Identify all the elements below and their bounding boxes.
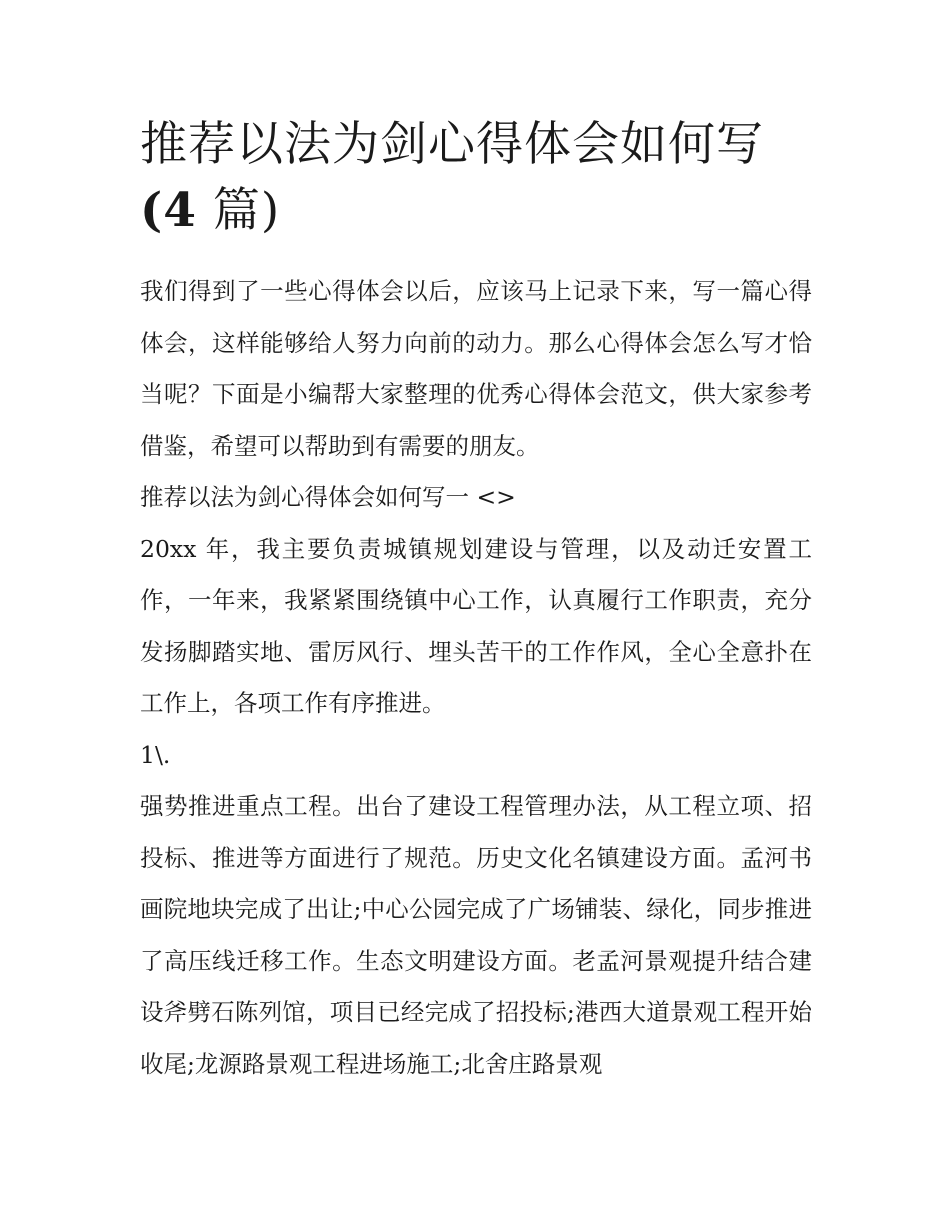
list-number-1: 1\. [140,740,171,769]
section-heading-1: 推荐以法为剑心得体会如何写一 <> [140,483,516,511]
key-projects-paragraph: 强势推进重点工程。出台了建设工程管理办法，从工程立项、招投标、推进等方面进行了规范。历史文化名镇建设方面。孟河书画院地块完成了出让;中心公园完成了广场铺装、绿化，同步推进了高压线迁移工作。生态文明建设方面。老孟河景观提升结合建设斧劈石陈列馆，项目已经完成了招投标;港西大道景观工程开始收尾;龙源路景观工程进场施工;北舍庄路景观 [140,792,812,1078]
document-body [140,266,812,1090]
document-title [140,112,812,244]
title-open-paren: ( [140,183,164,238]
title-line-2-rest: 篇) [196,183,281,238]
title-count: 4 [163,183,197,238]
intro-paragraph: 我们得到了一些心得体会以后，应该马上记录下来，写一篇心得体会，这样能够给人努力向前的动力。那么心得体会怎么写才恰当呢？下面是小编帮大家整理的优秀心得体会范文，供大家参考借鉴，希望可以帮助到有需要的朋友。 [140,277,812,460]
title-line-1: 推荐以法为剑心得体会如何写 [140,117,764,172]
work-summary-paragraph: 20xx 年，我主要负责城镇规划建设与管理，以及动迁安置工作，一年来，我紧紧围绕镇中心工作，认真履行工作职责，充分发扬脚踏实地、雷厉风行、埋头苦干的工作作风，全心全意扑在工作上，各项工作有序推进。 [140,534,812,717]
document-content [140,112,812,1090]
